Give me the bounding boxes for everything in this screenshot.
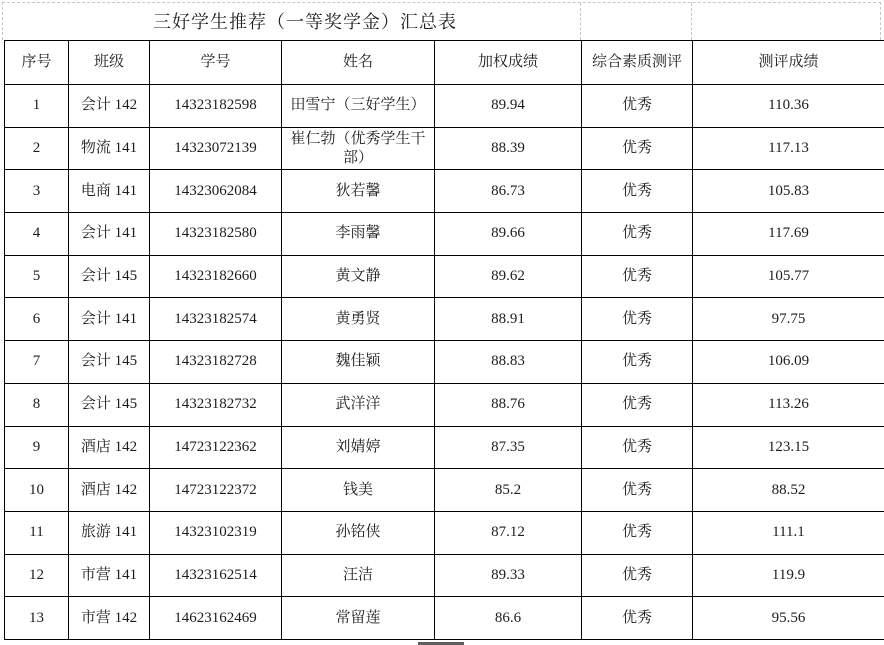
cell-student-id[interactable]: 14323182598: [150, 85, 282, 128]
cell-name[interactable]: 刘婧婷: [282, 426, 435, 469]
cell-quality-assessment[interactable]: 优秀: [582, 383, 693, 426]
sheet-title[interactable]: 三好学生推荐（一等奖学金）汇总表: [153, 12, 457, 32]
cell-name[interactable]: 武洋洋: [282, 383, 435, 426]
cell-assessment-score[interactable]: 117.13: [693, 127, 884, 170]
table-row: [5, 426, 884, 469]
cell-serial[interactable]: 4: [5, 213, 69, 256]
cell-name[interactable]: 黄文静: [282, 255, 435, 298]
cell-assessment-score[interactable]: 95.56: [693, 597, 884, 640]
cell-student-id[interactable]: 14323102319: [150, 511, 282, 554]
cell-serial[interactable]: 10: [5, 469, 69, 512]
cell-quality-assessment[interactable]: 优秀: [582, 511, 693, 554]
cell-name[interactable]: 田雪宁（三好学生）: [282, 85, 435, 128]
table-row: [5, 469, 884, 512]
table-row: [5, 255, 884, 298]
cell-name[interactable]: 狄若馨: [282, 170, 435, 213]
cell-name[interactable]: 李雨馨: [282, 213, 435, 256]
cell-assessment-score[interactable]: 117.69: [693, 213, 884, 256]
cell-assessment-score[interactable]: 119.9: [693, 554, 884, 597]
cell-weighted-score[interactable]: 87.35: [435, 426, 582, 469]
cell-weighted-score[interactable]: 89.62: [435, 255, 582, 298]
cell-class[interactable]: 物流 141: [69, 127, 150, 170]
cell-weighted-score[interactable]: 89.33: [435, 554, 582, 597]
cell-assessment-score[interactable]: 110.36: [693, 85, 884, 128]
header-assessment-score[interactable]: 测评成绩: [693, 41, 884, 85]
cell-name[interactable]: 黄勇贤: [282, 298, 435, 341]
header-serial[interactable]: 序号: [5, 41, 69, 85]
cell-class[interactable]: 会计 145: [69, 341, 150, 384]
cell-student-id[interactable]: 14323182728: [150, 341, 282, 384]
cell-serial[interactable]: 3: [5, 170, 69, 213]
cell-quality-assessment[interactable]: 优秀: [582, 127, 693, 170]
header-class[interactable]: 班级: [69, 41, 150, 85]
cell-class[interactable]: 旅游 141: [69, 511, 150, 554]
cell-weighted-score[interactable]: 86.73: [435, 170, 582, 213]
cell-serial[interactable]: 13: [5, 597, 69, 640]
cell-name[interactable]: 崔仁勃（优秀学生干部）: [282, 127, 435, 170]
table-body: [5, 85, 884, 640]
cell-assessment-score[interactable]: 88.52: [693, 469, 884, 512]
header-student-id[interactable]: 学号: [150, 41, 282, 85]
table-row: [5, 127, 884, 170]
cell-weighted-score[interactable]: 89.94: [435, 85, 582, 128]
table-row: [5, 341, 884, 384]
cell-name[interactable]: 常留莲: [282, 597, 435, 640]
cell-quality-assessment[interactable]: 优秀: [582, 213, 693, 256]
cell-name[interactable]: 孙铭侠: [282, 511, 435, 554]
cell-quality-assessment[interactable]: 优秀: [582, 426, 693, 469]
cell-class[interactable]: 酒店 142: [69, 426, 150, 469]
cell-student-id[interactable]: 14323182580: [150, 213, 282, 256]
cell-quality-assessment[interactable]: 优秀: [582, 298, 693, 341]
table-row: [5, 85, 884, 128]
cell-weighted-score[interactable]: 88.91: [435, 298, 582, 341]
cell-assessment-score[interactable]: 111.1: [693, 511, 884, 554]
cell-weighted-score[interactable]: 88.39: [435, 127, 582, 170]
cell-name[interactable]: 魏佳颖: [282, 341, 435, 384]
summary-table: [4, 40, 884, 640]
cell-class[interactable]: 会计 141: [69, 298, 150, 341]
cell-weighted-score[interactable]: 88.76: [435, 383, 582, 426]
cell-serial[interactable]: 7: [5, 341, 69, 384]
cell-student-id[interactable]: 14723122362: [150, 426, 282, 469]
cell-quality-assessment[interactable]: 优秀: [582, 85, 693, 128]
cell-assessment-score[interactable]: 105.83: [693, 170, 884, 213]
cell-name[interactable]: 钱美: [282, 469, 435, 512]
cell-class[interactable]: 电商 141: [69, 170, 150, 213]
cell-student-id[interactable]: 14323162514: [150, 554, 282, 597]
cell-student-id[interactable]: 14323072139: [150, 127, 282, 170]
table-row: [5, 511, 884, 554]
cell-class[interactable]: 会计 142: [69, 85, 150, 128]
cell-class[interactable]: 会计 145: [69, 383, 150, 426]
cell-student-id[interactable]: 14323062084: [150, 170, 282, 213]
cell-quality-assessment[interactable]: 优秀: [582, 597, 693, 640]
cell-serial[interactable]: 6: [5, 298, 69, 341]
cell-assessment-score[interactable]: 106.09: [693, 341, 884, 384]
header-weighted-score[interactable]: 加权成绩: [435, 41, 582, 85]
cell-class[interactable]: 会计 145: [69, 255, 150, 298]
table-row: [5, 597, 884, 640]
cell-weighted-score[interactable]: 87.12: [435, 511, 582, 554]
cell-serial[interactable]: 8: [5, 383, 69, 426]
cell-quality-assessment[interactable]: 优秀: [582, 341, 693, 384]
cell-student-id[interactable]: 14323182732: [150, 383, 282, 426]
cell-quality-assessment[interactable]: 优秀: [582, 554, 693, 597]
cell-student-id[interactable]: 14723122372: [150, 469, 282, 512]
cell-student-id[interactable]: 14323182660: [150, 255, 282, 298]
cell-serial[interactable]: 5: [5, 255, 69, 298]
cell-quality-assessment[interactable]: 优秀: [582, 255, 693, 298]
cell-name[interactable]: 汪洁: [282, 554, 435, 597]
gridline-vertical: [691, 3, 692, 40]
header-quality-assessment[interactable]: 综合素质测评: [582, 41, 693, 85]
cell-serial[interactable]: 12: [5, 554, 69, 597]
gridline-vertical: [580, 3, 581, 40]
cell-quality-assessment[interactable]: 优秀: [582, 170, 693, 213]
cell-class[interactable]: 市营 142: [69, 597, 150, 640]
table-row: [5, 298, 884, 341]
cell-class[interactable]: 会计 141: [69, 213, 150, 256]
cell-assessment-score[interactable]: 105.77: [693, 255, 884, 298]
cell-student-id[interactable]: 14623162469: [150, 597, 282, 640]
cell-weighted-score[interactable]: 86.6: [435, 597, 582, 640]
cell-assessment-score[interactable]: 97.75: [693, 298, 884, 341]
title-row: [2, 2, 881, 40]
cell-class[interactable]: 酒店 142: [69, 469, 150, 512]
header-row: [5, 41, 884, 85]
cell-serial[interactable]: 2: [5, 127, 69, 170]
header-name[interactable]: 姓名: [282, 41, 435, 85]
cell-serial[interactable]: 9: [5, 426, 69, 469]
cell-assessment-score[interactable]: 113.26: [693, 383, 884, 426]
cell-quality-assessment[interactable]: 优秀: [582, 469, 693, 512]
cell-serial[interactable]: 1: [5, 85, 69, 128]
cell-serial[interactable]: 11: [5, 511, 69, 554]
cell-weighted-score[interactable]: 88.83: [435, 341, 582, 384]
table-row: [5, 383, 884, 426]
cell-weighted-score[interactable]: 89.66: [435, 213, 582, 256]
table-row: [5, 170, 884, 213]
cell-class[interactable]: 市营 141: [69, 554, 150, 597]
cell-weighted-score[interactable]: 85.2: [435, 469, 582, 512]
cell-student-id[interactable]: 14323182574: [150, 298, 282, 341]
table-row: [5, 554, 884, 597]
cell-assessment-score[interactable]: 123.15: [693, 426, 884, 469]
table-row: [5, 213, 884, 256]
